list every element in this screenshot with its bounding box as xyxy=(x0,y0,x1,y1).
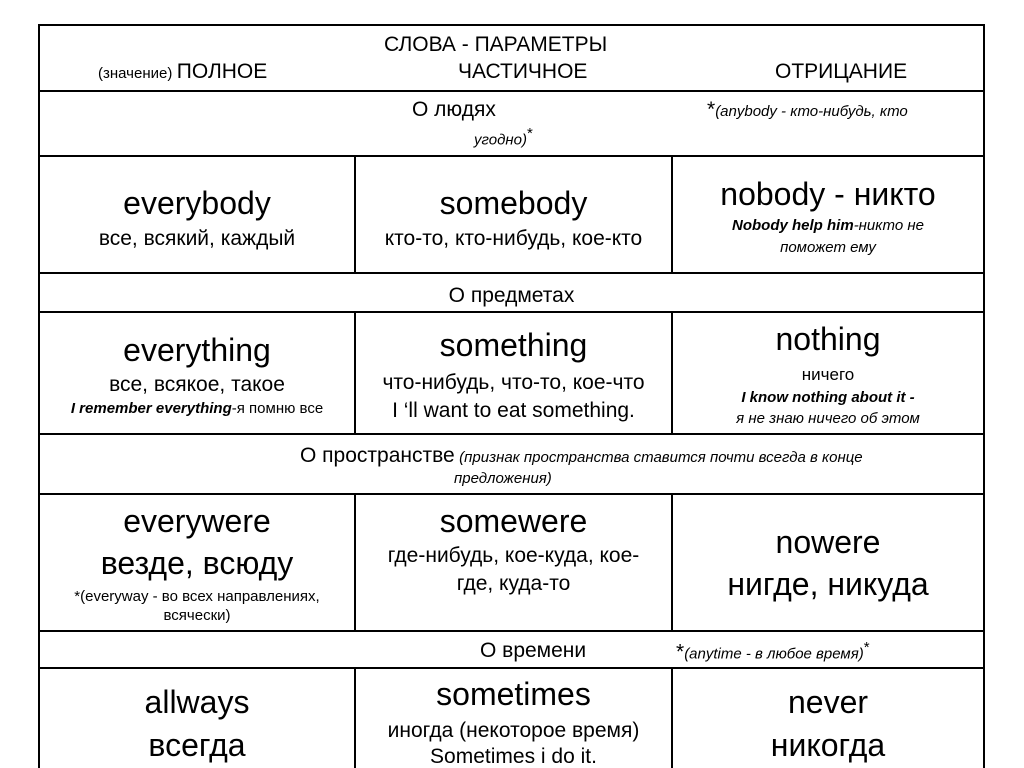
word-nowere: nowere xyxy=(775,524,881,560)
table-title: СЛОВА - ПАРАМЕТРЫ xyxy=(384,33,608,56)
time-anytime-note xyxy=(676,640,870,662)
note-star: * xyxy=(707,98,716,121)
word-everywere: everywere xyxy=(123,503,271,539)
translation-somebody: кто-то, кто-нибудь, кое-кто xyxy=(384,227,643,250)
example-nothing-ru: я не знаю ничего об этом xyxy=(736,410,920,427)
row-divider xyxy=(38,311,985,313)
word-somebody: somebody xyxy=(439,185,588,221)
word-sometimes: sometimes xyxy=(436,676,591,712)
note-star: * xyxy=(676,640,685,664)
row-divider xyxy=(38,493,985,495)
note-star: * xyxy=(863,639,870,656)
column-header-partial: ЧАСТИЧНОЕ xyxy=(458,60,588,83)
example-nobody-ru: -никто не xyxy=(853,217,924,234)
note-star: * xyxy=(526,125,533,142)
column-header-negative: ОТРИЦАНИЕ xyxy=(775,60,908,83)
translation-never: никогда xyxy=(770,727,886,763)
translation-something: что-нибудь, что-то, кое-что xyxy=(382,371,645,394)
row-divider xyxy=(38,630,985,632)
example-nobody xyxy=(673,218,983,233)
example-everything-en: I remember everything xyxy=(70,400,232,417)
example-everything xyxy=(40,401,354,416)
example-nobody-ru-end: поможет ему xyxy=(780,239,876,256)
translation-somewere-end: где, куда-то xyxy=(456,572,571,595)
example-sometimes: Sometimes i do it. xyxy=(430,745,597,768)
note-everyway-end: всячески) xyxy=(163,607,231,624)
time-note-text: (anytime - в любое время) xyxy=(684,645,864,663)
example-nobody-en: Nobody help him xyxy=(732,217,854,234)
example-everything-ru: -я помню все xyxy=(231,400,324,417)
word-something: something xyxy=(439,327,588,363)
translation-nothing: ничего xyxy=(801,365,855,384)
translation-nowere: нигде, никуда xyxy=(727,566,929,602)
people-note-text: (anybody - кто-нибудь, кто xyxy=(715,103,908,120)
column-header-full-label: ПОЛНОЕ xyxy=(176,60,268,83)
word-everything: everything xyxy=(123,332,271,368)
row-divider xyxy=(38,272,985,274)
row-divider xyxy=(38,155,985,157)
word-everybody: everybody xyxy=(123,185,271,221)
translation-allways: всегда xyxy=(148,727,246,763)
column-divider xyxy=(671,493,673,630)
note-everyway: *(everyway - во всех направлениях, xyxy=(74,588,320,605)
example-something: I ‘ll want to eat something. xyxy=(392,399,635,422)
column-header-full xyxy=(98,61,267,82)
people-note-text-end: угодно) xyxy=(474,131,527,149)
word-never: never xyxy=(787,684,869,720)
word-nobody: nobody - никто xyxy=(720,176,936,212)
translation-everything: все, всякое, такое xyxy=(109,373,285,396)
people-anybody-note-end xyxy=(474,126,533,148)
section-things: О предметах xyxy=(448,284,575,307)
example-nothing-en: I know nothing about it - xyxy=(741,389,915,406)
row-divider xyxy=(38,90,985,92)
people-anybody-note xyxy=(707,99,908,120)
translation-somewere: где-нибудь, кое-куда, кое- xyxy=(387,544,640,567)
section-time: О времени xyxy=(480,639,587,662)
section-people: О людях xyxy=(412,98,496,121)
section-space-title: О пространстве xyxy=(300,444,455,467)
column-header-full-prefix: (значение) xyxy=(98,65,173,82)
row-divider xyxy=(38,667,985,669)
row-divider xyxy=(38,433,985,435)
translation-everybody: все, всякий, каждый xyxy=(98,227,296,250)
word-nothing: nothing xyxy=(775,321,881,357)
word-somewere: somewere xyxy=(439,503,588,539)
section-space-note: (признак пространства ставится почти всегда в конце xyxy=(459,449,863,466)
section-space xyxy=(300,445,863,466)
translation-everywere: везде, всюду xyxy=(100,545,294,581)
translation-sometimes: иногда (некоторое время) xyxy=(387,719,640,742)
section-space-note-end: предложения) xyxy=(454,470,552,487)
word-allways: allways xyxy=(144,684,250,720)
